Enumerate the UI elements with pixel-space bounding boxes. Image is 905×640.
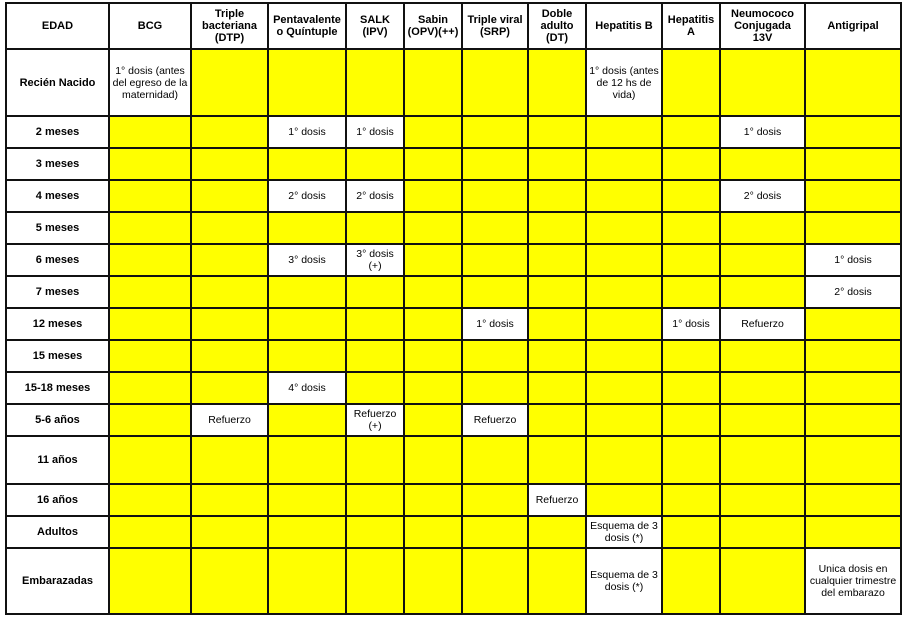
empty-cell xyxy=(528,49,586,116)
dose-cell: 1° dosis xyxy=(662,308,720,340)
empty-cell xyxy=(109,148,191,180)
dose-cell: 1° dosis (antes del egreso de la maternidad) xyxy=(109,49,191,116)
empty-cell xyxy=(662,404,720,436)
empty-cell xyxy=(805,308,901,340)
age-cell: 15 meses xyxy=(6,340,109,372)
header-cell: Sabin (OPV)(++) xyxy=(404,3,462,49)
empty-cell xyxy=(268,212,346,244)
empty-cell xyxy=(586,276,662,308)
empty-cell xyxy=(268,436,346,484)
age-cell: 5 meses xyxy=(6,212,109,244)
dose-cell: 1° dosis xyxy=(462,308,528,340)
empty-cell xyxy=(805,148,901,180)
table-row xyxy=(6,276,901,308)
empty-cell xyxy=(662,548,720,614)
empty-cell xyxy=(662,49,720,116)
dose-cell: Esquema de 3 dosis (*) xyxy=(586,548,662,614)
empty-cell xyxy=(346,484,404,516)
empty-cell xyxy=(346,148,404,180)
empty-cell xyxy=(346,49,404,116)
empty-cell xyxy=(346,516,404,548)
dose-cell: 1° dosis xyxy=(268,116,346,148)
table-row xyxy=(6,308,901,340)
empty-cell xyxy=(346,548,404,614)
empty-cell xyxy=(805,116,901,148)
empty-cell xyxy=(805,372,901,404)
empty-cell xyxy=(109,484,191,516)
table-row xyxy=(6,148,901,180)
dose-cell: Unica dosis en cualquier trimestre del embarazo xyxy=(805,548,901,614)
empty-cell xyxy=(586,484,662,516)
age-cell: 12 meses xyxy=(6,308,109,340)
empty-cell xyxy=(586,244,662,276)
table-row xyxy=(6,372,901,404)
empty-cell xyxy=(805,516,901,548)
empty-cell xyxy=(191,516,268,548)
empty-cell xyxy=(586,372,662,404)
empty-cell xyxy=(109,116,191,148)
empty-cell xyxy=(662,116,720,148)
empty-cell xyxy=(404,244,462,276)
header-cell: Triple viral (SRP) xyxy=(462,3,528,49)
empty-cell xyxy=(662,148,720,180)
empty-cell xyxy=(586,212,662,244)
empty-cell xyxy=(191,340,268,372)
empty-cell xyxy=(191,116,268,148)
empty-cell xyxy=(528,372,586,404)
dose-cell: Refuerzo xyxy=(528,484,586,516)
empty-cell xyxy=(528,404,586,436)
empty-cell xyxy=(805,180,901,212)
dose-cell: Refuerzo (+) xyxy=(346,404,404,436)
header-cell: Hepatitis A xyxy=(662,3,720,49)
age-cell: 6 meses xyxy=(6,244,109,276)
empty-cell xyxy=(346,308,404,340)
empty-cell xyxy=(109,276,191,308)
empty-cell xyxy=(404,372,462,404)
empty-cell xyxy=(404,308,462,340)
empty-cell xyxy=(586,436,662,484)
empty-cell xyxy=(404,116,462,148)
empty-cell xyxy=(662,340,720,372)
dose-cell: Refuerzo xyxy=(720,308,805,340)
empty-cell xyxy=(662,212,720,244)
empty-cell xyxy=(268,404,346,436)
empty-cell xyxy=(805,49,901,116)
empty-cell xyxy=(268,340,346,372)
empty-cell xyxy=(528,276,586,308)
empty-cell xyxy=(404,516,462,548)
age-cell: 15-18 meses xyxy=(6,372,109,404)
empty-cell xyxy=(720,212,805,244)
empty-cell xyxy=(109,548,191,614)
header-cell: Hepatitis B xyxy=(586,3,662,49)
empty-cell xyxy=(720,49,805,116)
empty-cell xyxy=(805,340,901,372)
empty-cell xyxy=(109,212,191,244)
empty-cell xyxy=(404,484,462,516)
empty-cell xyxy=(191,244,268,276)
empty-cell xyxy=(268,276,346,308)
header-cell: SALK (IPV) xyxy=(346,3,404,49)
header-cell: Pentavalente o Quíntuple xyxy=(268,3,346,49)
table-row xyxy=(6,436,901,484)
dose-cell: Esquema de 3 dosis (*) xyxy=(586,516,662,548)
empty-cell xyxy=(404,276,462,308)
empty-cell xyxy=(720,244,805,276)
empty-cell xyxy=(720,340,805,372)
empty-cell xyxy=(404,436,462,484)
empty-cell xyxy=(528,116,586,148)
header-cell: Doble adulto (DT) xyxy=(528,3,586,49)
age-cell: 7 meses xyxy=(6,276,109,308)
empty-cell xyxy=(191,308,268,340)
empty-cell xyxy=(109,180,191,212)
empty-cell xyxy=(346,340,404,372)
empty-cell xyxy=(662,180,720,212)
empty-cell xyxy=(109,372,191,404)
age-cell: Recién Nacido xyxy=(6,49,109,116)
empty-cell xyxy=(191,276,268,308)
vaccination-schedule-table xyxy=(5,2,902,615)
empty-cell xyxy=(462,49,528,116)
empty-cell xyxy=(109,308,191,340)
empty-cell xyxy=(586,404,662,436)
table-row xyxy=(6,49,901,116)
empty-cell xyxy=(462,148,528,180)
empty-cell xyxy=(528,340,586,372)
empty-cell xyxy=(404,340,462,372)
empty-cell xyxy=(191,436,268,484)
dose-cell: 2° dosis xyxy=(720,180,805,212)
empty-cell xyxy=(462,548,528,614)
empty-cell xyxy=(191,212,268,244)
table-row xyxy=(6,548,901,614)
dose-cell: 1° dosis (antes de 12 hs de vida) xyxy=(586,49,662,116)
empty-cell xyxy=(720,404,805,436)
empty-cell xyxy=(191,548,268,614)
empty-cell xyxy=(662,436,720,484)
empty-cell xyxy=(720,548,805,614)
empty-cell xyxy=(528,180,586,212)
empty-cell xyxy=(586,340,662,372)
age-cell: 4 meses xyxy=(6,180,109,212)
table-row xyxy=(6,484,901,516)
empty-cell xyxy=(109,244,191,276)
empty-cell xyxy=(191,148,268,180)
age-cell: Embarazadas xyxy=(6,548,109,614)
dose-cell: 3° dosis xyxy=(268,244,346,276)
empty-cell xyxy=(404,180,462,212)
header-cell: Antigripal xyxy=(805,3,901,49)
dose-cell: 3° dosis (+) xyxy=(346,244,404,276)
dose-cell: 2° dosis xyxy=(805,276,901,308)
empty-cell xyxy=(268,484,346,516)
dose-cell: 4° dosis xyxy=(268,372,346,404)
empty-cell xyxy=(586,308,662,340)
empty-cell xyxy=(528,548,586,614)
empty-cell xyxy=(462,372,528,404)
empty-cell xyxy=(346,212,404,244)
dose-cell: Refuerzo xyxy=(191,404,268,436)
empty-cell xyxy=(109,436,191,484)
empty-cell xyxy=(346,372,404,404)
empty-cell xyxy=(268,148,346,180)
empty-cell xyxy=(191,49,268,116)
empty-cell xyxy=(720,148,805,180)
empty-cell xyxy=(720,436,805,484)
empty-cell xyxy=(720,276,805,308)
empty-cell xyxy=(191,484,268,516)
header-cell: EDAD xyxy=(6,3,109,49)
dose-cell: Refuerzo xyxy=(462,404,528,436)
empty-cell xyxy=(268,516,346,548)
empty-cell xyxy=(528,244,586,276)
table-row xyxy=(6,180,901,212)
dose-cell: 1° dosis xyxy=(805,244,901,276)
table-row xyxy=(6,116,901,148)
empty-cell xyxy=(268,308,346,340)
header-cell: Triple bacteriana (DTP) xyxy=(191,3,268,49)
empty-cell xyxy=(720,372,805,404)
dose-cell: 2° dosis xyxy=(268,180,346,212)
empty-cell xyxy=(528,148,586,180)
empty-cell xyxy=(462,516,528,548)
empty-cell xyxy=(528,516,586,548)
table-row xyxy=(6,244,901,276)
empty-cell xyxy=(346,276,404,308)
empty-cell xyxy=(462,276,528,308)
table-row xyxy=(6,340,901,372)
age-cell: 11 años xyxy=(6,436,109,484)
empty-cell xyxy=(662,244,720,276)
empty-cell xyxy=(662,372,720,404)
dose-cell: 1° dosis xyxy=(720,116,805,148)
empty-cell xyxy=(462,436,528,484)
header-row xyxy=(6,3,901,49)
empty-cell xyxy=(346,436,404,484)
table-row xyxy=(6,516,901,548)
empty-cell xyxy=(586,116,662,148)
empty-cell xyxy=(662,516,720,548)
empty-cell xyxy=(462,244,528,276)
table-row xyxy=(6,212,901,244)
empty-cell xyxy=(586,148,662,180)
age-cell: 5-6 años xyxy=(6,404,109,436)
empty-cell xyxy=(720,516,805,548)
empty-cell xyxy=(404,548,462,614)
empty-cell xyxy=(268,49,346,116)
empty-cell xyxy=(662,276,720,308)
empty-cell xyxy=(268,548,346,614)
table-body xyxy=(6,49,901,614)
empty-cell xyxy=(805,212,901,244)
empty-cell xyxy=(462,340,528,372)
empty-cell xyxy=(462,484,528,516)
empty-cell xyxy=(462,180,528,212)
empty-cell xyxy=(462,212,528,244)
empty-cell xyxy=(462,116,528,148)
empty-cell xyxy=(109,404,191,436)
table-row xyxy=(6,404,901,436)
empty-cell xyxy=(528,308,586,340)
header-cell: Neumococo Conjugada 13V xyxy=(720,3,805,49)
age-cell: 2 meses xyxy=(6,116,109,148)
empty-cell xyxy=(404,404,462,436)
age-cell: 3 meses xyxy=(6,148,109,180)
header-cell: BCG xyxy=(109,3,191,49)
empty-cell xyxy=(109,340,191,372)
empty-cell xyxy=(404,49,462,116)
empty-cell xyxy=(805,436,901,484)
empty-cell xyxy=(720,484,805,516)
empty-cell xyxy=(191,372,268,404)
empty-cell xyxy=(404,212,462,244)
empty-cell xyxy=(528,212,586,244)
empty-cell xyxy=(191,180,268,212)
dose-cell: 1° dosis xyxy=(346,116,404,148)
empty-cell xyxy=(586,180,662,212)
empty-cell xyxy=(528,436,586,484)
dose-cell: 2° dosis xyxy=(346,180,404,212)
empty-cell xyxy=(662,484,720,516)
empty-cell xyxy=(404,148,462,180)
empty-cell xyxy=(805,484,901,516)
empty-cell xyxy=(805,404,901,436)
age-cell: 16 años xyxy=(6,484,109,516)
empty-cell xyxy=(109,516,191,548)
age-cell: Adultos xyxy=(6,516,109,548)
